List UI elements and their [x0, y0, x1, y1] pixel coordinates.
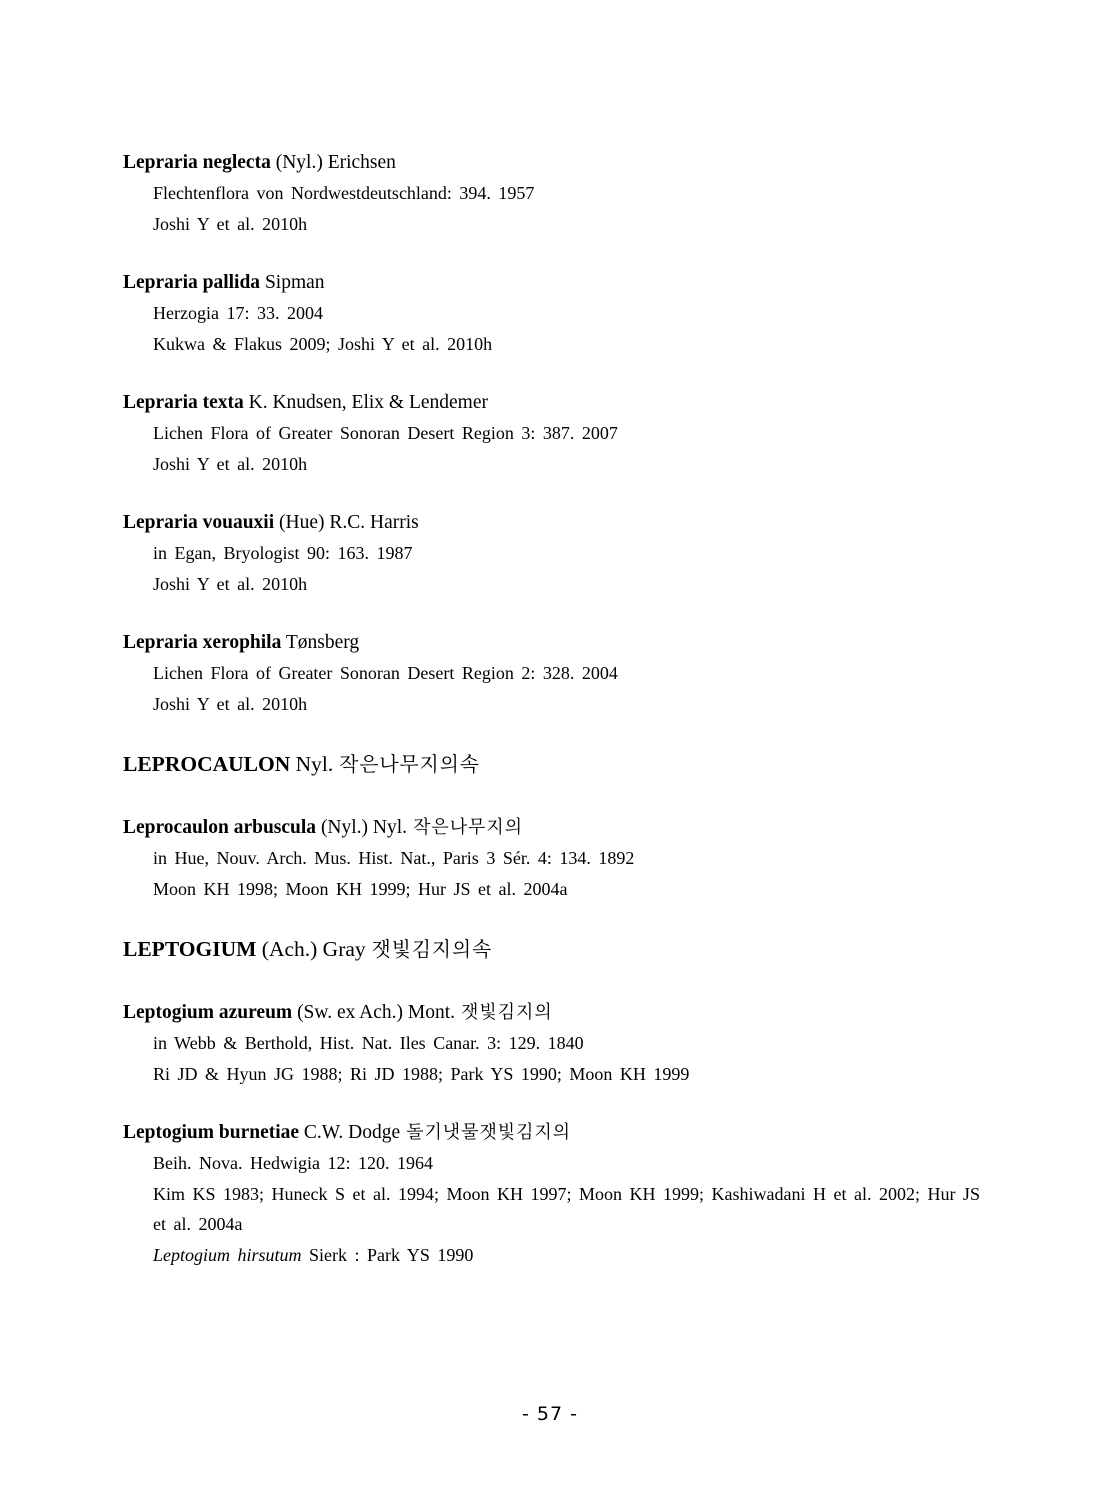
publication-reference: Flechtenflora von Nordwestdeutschland: 394. 1957	[153, 183, 535, 203]
genus-author: (Ach.) Gray	[261, 937, 366, 961]
species-name: Leptogium azureum	[123, 1002, 293, 1023]
species-entry	[123, 388, 983, 479]
genus-korean-name: 잿빛김지의속	[371, 938, 493, 961]
publication-reference: Lichen Flora of Greater Sonoran Desert Region 2: 328. 2004	[153, 663, 618, 683]
species-entry	[123, 998, 983, 1089]
species-heading	[123, 268, 983, 298]
literature-records: Joshi Y et al. 2010h	[153, 573, 308, 594]
species-author: C.W. Dodge	[303, 1122, 401, 1143]
genus-name: LEPTOGIUM	[123, 937, 257, 961]
synonym-record	[123, 1240, 983, 1271]
literature-records: Kim KS 1983; Huneck S et al. 1994; Moon KH 1997; Moon KH 1999; Kashiwadani H et al. 2002; Hur JS et al. 2004a	[153, 1183, 980, 1234]
species-author: (Nyl.) Nyl.	[320, 817, 408, 838]
species-heading	[123, 998, 983, 1028]
species-name: Lepraria pallida	[123, 272, 261, 293]
species-author: (Nyl.) Erichsen	[275, 152, 396, 173]
species-korean-name: 작은나무지의	[413, 817, 524, 838]
species-name: Lepraria vouauxii	[123, 512, 275, 533]
page-number: - 57 -	[522, 1403, 578, 1425]
species-heading	[123, 388, 983, 418]
synonym-name: Leptogium hirsutum	[153, 1244, 302, 1265]
species-entry	[123, 508, 983, 599]
species-name: Lepraria texta	[123, 392, 244, 413]
literature-records: Joshi Y et al. 2010h	[153, 453, 308, 474]
species-heading	[123, 148, 983, 178]
publication-reference: in Egan, Bryologist 90: 163. 1987	[153, 543, 413, 563]
species-author: (Sw. ex Ach.) Mont.	[297, 1002, 456, 1023]
literature-records: Ri JD & Hyun JG 1988; Ri JD 1988; Park YS 1990; Moon KH 1999	[153, 1063, 690, 1084]
literature-records: Joshi Y et al. 2010h	[153, 213, 308, 234]
species-heading	[123, 1118, 983, 1148]
species-author: Tønsberg	[285, 632, 360, 653]
literature-records: Kukwa & Flakus 2009; Joshi Y et al. 2010h	[153, 333, 493, 354]
species-name: Lepraria neglecta	[123, 152, 271, 173]
species-name: Leprocaulon arbuscula	[123, 817, 317, 838]
species-heading	[123, 508, 983, 538]
genus-heading	[123, 933, 983, 966]
species-heading	[123, 813, 983, 843]
publication-reference: in Webb & Berthold, Hist. Nat. Iles Canar. 3: 129. 1840	[153, 1033, 584, 1053]
genus-korean-name: 작은나무지의속	[339, 753, 480, 776]
publication-reference: Herzogia 17: 33. 2004	[153, 303, 323, 323]
genus-heading	[123, 748, 983, 781]
publication-reference: Lichen Flora of Greater Sonoran Desert Region 3: 387. 2007	[153, 423, 618, 443]
publication-reference: Beih. Nova. Hedwigia 12: 120. 1964	[153, 1153, 433, 1173]
publication-reference: in Hue, Nouv. Arch. Mus. Hist. Nat., Paris 3 Sér. 4: 134. 1892	[153, 848, 635, 868]
species-entry	[123, 148, 983, 239]
species-korean-name: 돌기냇물잿빛김지의	[406, 1122, 572, 1143]
literature-records: Joshi Y et al. 2010h	[153, 693, 308, 714]
species-korean-name: 잿빛김지의	[461, 1002, 553, 1023]
species-author: K. Knudsen, Elix & Lendemer	[248, 392, 489, 413]
species-entry	[123, 268, 983, 359]
literature-records: Moon KH 1998; Moon KH 1999; Hur JS et al. 2004a	[153, 878, 568, 899]
genus-author: Nyl.	[295, 752, 334, 776]
species-author: (Hue) R.C. Harris	[279, 512, 419, 533]
page-content	[123, 148, 983, 1299]
species-entry	[123, 628, 983, 719]
species-entry	[123, 1118, 983, 1270]
synonym-detail: Sierk : Park YS 1990	[309, 1244, 474, 1265]
genus-name: LEPROCAULON	[123, 752, 291, 776]
species-name: Lepraria xerophila	[123, 632, 282, 653]
species-heading	[123, 628, 983, 658]
species-author: Sipman	[264, 272, 325, 293]
species-name: Leptogium burnetiae	[123, 1122, 300, 1143]
species-entry	[123, 813, 983, 904]
